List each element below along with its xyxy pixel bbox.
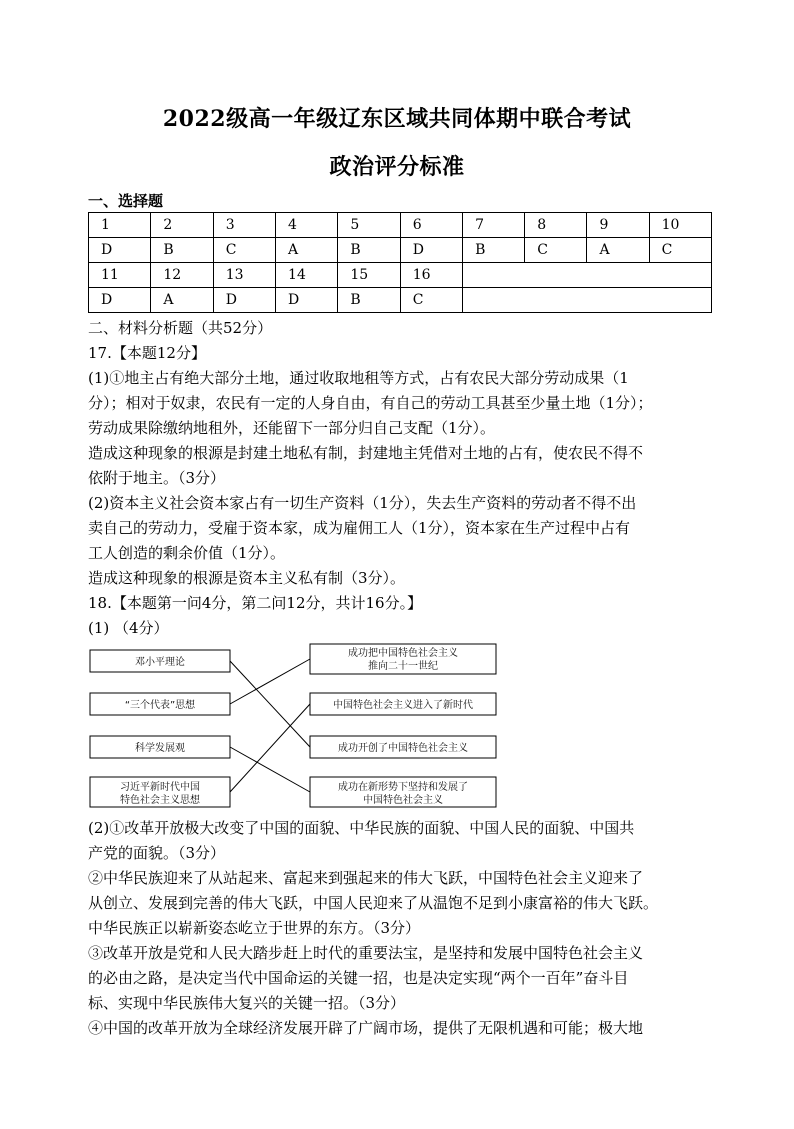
text-line: 依附于地主。（3分） bbox=[88, 469, 226, 487]
table-cell: 15 bbox=[338, 263, 400, 288]
table-cell: A bbox=[151, 288, 213, 313]
text-line: 工人创造的剩余价值（1分）。 bbox=[88, 544, 286, 562]
text-line: ②中华民族迎来了从站起来、富起来到强起来的伟大飞跃，中国特色社会主义迎来了 bbox=[88, 869, 644, 887]
match-line bbox=[230, 659, 310, 704]
text-line: (1) （4分） bbox=[88, 619, 169, 637]
table-row bbox=[89, 238, 712, 263]
matching-diagram bbox=[88, 642, 500, 812]
answer-table bbox=[88, 212, 712, 313]
table-empty-cell bbox=[463, 263, 712, 288]
section-choice-heading: 一、选择题 bbox=[88, 192, 164, 210]
table-cell: 8 bbox=[525, 213, 587, 238]
table-cell: 9 bbox=[587, 213, 649, 238]
text-line: 分）；相对于奴隶，农民有一定的人身自由，有自己的劳动工具甚至少量土地（1分）； bbox=[88, 394, 653, 412]
text-line: 的必由之路，是决定当代中国命运的关键一招，也是决定实现“两个一百年”奋斗目 bbox=[88, 969, 629, 987]
table-cell: 2 bbox=[151, 213, 213, 238]
text-line: (1)①地主占有绝大部分土地，通过收取地租等方式，占有农民大部分劳动成果（1 bbox=[88, 369, 629, 387]
table-cell: 16 bbox=[400, 263, 462, 288]
left-label: 科学发展观 bbox=[135, 743, 185, 754]
table-cell: B bbox=[151, 238, 213, 263]
text-line: 产党的面貌。（3分） bbox=[88, 844, 226, 862]
text-line: 造成这种现象的根源是资本主义私有制（3分）。 bbox=[88, 569, 406, 587]
table-cell: A bbox=[587, 238, 649, 263]
right-label: 成功把中国特色社会主义 bbox=[348, 648, 458, 659]
table-cell: 10 bbox=[649, 213, 711, 238]
text-line: 标、实现中华民族伟大复兴的关键一招。（3分） bbox=[88, 994, 406, 1012]
right-label: 推向二十一世纪 bbox=[368, 661, 438, 672]
text-line: ③改革开放是党和人民大踏步赶上时代的重要法宝，是坚持和发展中国特色社会主义 bbox=[88, 944, 644, 962]
table-cell: B bbox=[338, 288, 400, 313]
left-label: “三个代表”思想 bbox=[124, 700, 196, 711]
question-heading: 17.【本题12分】 bbox=[88, 344, 206, 362]
table-cell: 1 bbox=[89, 213, 151, 238]
table-cell: D bbox=[213, 288, 275, 313]
table-cell: 11 bbox=[89, 263, 151, 288]
right-label: 成功开创了中国特色社会主义 bbox=[338, 743, 468, 754]
right-label: 中国特色社会主义进入了新时代 bbox=[333, 700, 473, 711]
table-cell: 4 bbox=[276, 213, 338, 238]
table-cell: 3 bbox=[213, 213, 275, 238]
table-cell: C bbox=[213, 238, 275, 263]
table-cell: D bbox=[276, 288, 338, 313]
table-cell: D bbox=[89, 288, 151, 313]
table-cell: 13 bbox=[213, 263, 275, 288]
section-heading: 二、材料分析题（共52分） bbox=[88, 319, 273, 337]
table-cell: D bbox=[400, 238, 462, 263]
match-line bbox=[230, 661, 310, 747]
table-cell: B bbox=[338, 238, 400, 263]
match-line bbox=[230, 747, 310, 792]
table-row bbox=[89, 288, 712, 313]
table-empty-cell bbox=[463, 288, 712, 313]
left-label: 特色社会主义思想 bbox=[120, 795, 200, 806]
material-analysis-section bbox=[88, 316, 712, 641]
table-cell: C bbox=[400, 288, 462, 313]
table-row bbox=[89, 263, 712, 288]
left-label: 邓小平理论 bbox=[135, 657, 185, 668]
left-label: 习近平新时代中国 bbox=[120, 782, 200, 793]
table-cell: D bbox=[89, 238, 151, 263]
text-line: (2)①改革开放极大改变了中国的面貌、中华民族的面貌、中国人民的面貌、中国共 bbox=[88, 819, 635, 837]
text-line: 造成这种现象的根源是封建土地私有制，封建地主凭借对土地的占有，使农民不得不 bbox=[88, 444, 644, 462]
exam-subtitle: 政治评分标准 bbox=[329, 154, 465, 180]
text-line: ④中国的改革开放为全球经济发展开辟了广阔市场，提供了无限机遇和可能；极大地 bbox=[88, 1019, 644, 1037]
text-line: 中华民族正以崭新姿态屹立于世界的东方。（3分） bbox=[88, 919, 421, 937]
text-line: (2)资本主义社会资本家占有一切生产资料（1分），失去生产资料的劳动者不得不出 bbox=[88, 494, 637, 512]
table-cell: C bbox=[525, 238, 587, 263]
table-cell: 14 bbox=[276, 263, 338, 288]
table-cell: B bbox=[463, 238, 525, 263]
table-row bbox=[89, 213, 712, 238]
text-line: 劳动成果除缴纳地租外，还能留下一部分归自己支配（1分）。 bbox=[88, 419, 496, 437]
text-line: 卖自己的劳动力，受雇于资本家，成为雇佣工人（1分），资本家在生产过程中占有 bbox=[88, 519, 631, 537]
text-line: 从创立、发展到完善的伟大飞跃，中国人民迎来了从温饱不足到小康富裕的伟大飞跃。 bbox=[88, 894, 659, 912]
exam-title: 2022级高一年级辽东区域共同体期中联合考试 bbox=[162, 106, 632, 132]
right-label: 成功在新形势下坚持和发展了 bbox=[338, 782, 468, 793]
table-cell: A bbox=[276, 238, 338, 263]
table-cell: 6 bbox=[400, 213, 462, 238]
table-cell: C bbox=[649, 238, 711, 263]
right-label: 中国特色社会主义 bbox=[363, 795, 443, 806]
table-cell: 5 bbox=[338, 213, 400, 238]
table-cell: 7 bbox=[463, 213, 525, 238]
question18-part2 bbox=[88, 816, 712, 1041]
question-heading: 18.【本题第一问4分，第二问12分，共计16分。】 bbox=[88, 594, 423, 612]
table-cell: 12 bbox=[151, 263, 213, 288]
match-line bbox=[230, 704, 310, 792]
